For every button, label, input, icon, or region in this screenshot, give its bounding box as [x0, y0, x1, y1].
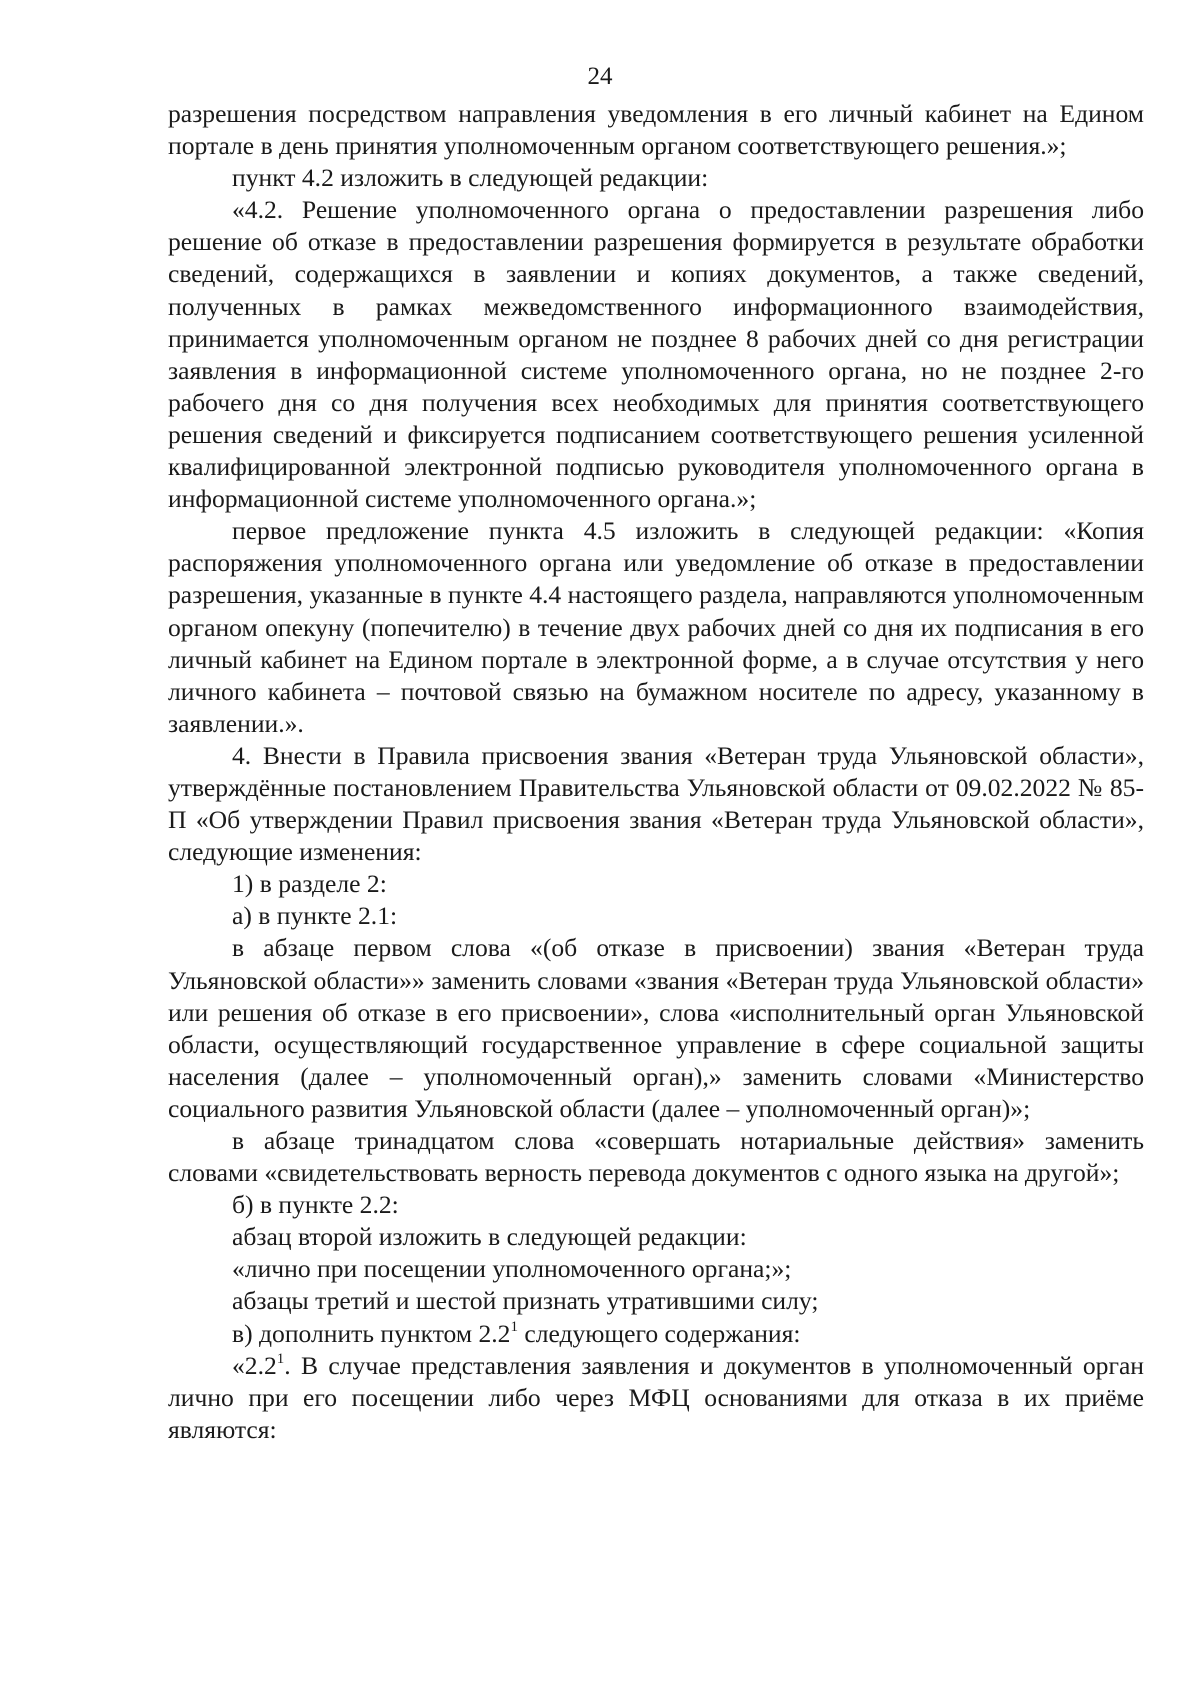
supplement-clause-text: в) дополнить пунктом 2.2: [232, 1318, 511, 1348]
paragraph: абзацы третий и шестой признать утратившими силу;: [232, 1286, 819, 1316]
supplement-clause-paragraph: [168, 1318, 1144, 1350]
paragraph: 4. Внести в Правила присвоения звания «Ветеран труда Ульяновской области», утверждённые постановлением Правительства Ульяновской области от 09.02.2022 № 85-П «Об утверждении Правил присвоения звания «Ветеран труда Ульяновской области», следующие изменения:: [168, 740, 1144, 867]
paragraph: абзац второй изложить в следующей редакции:: [232, 1222, 747, 1252]
paragraph: в абзаце первом слова «(об отказе в присвоении) звания «Ветеран труда Ульяновской области»» заменить словами «звания «Ветеран труда Ульяновской области» или решения об отказе в его присвоении», слова «исполнительный орган Ульяновской области, осуществляющий государственное управление в сфере социальной защиты населения (далее – уполномоченный орган),» заменить словами «Министерство социального развития Ульяновской области (далее – уполномоченный орган)»;: [168, 933, 1144, 1123]
superscript-index: 1: [510, 1318, 518, 1335]
paragraph: пункт 4.2 изложить в следующей редакции:: [232, 163, 709, 193]
paragraph: первое предложение пункта 4.5 изложить в следующей редакции: «Копия распоряжения уполномоченного органа или уведомление об отказе в предоставлении разрешения, указанные в пункте 4.4 настоящего раздела, направляются уполномоченным органом опекуну (попечителю) в течение двух рабочих дней со дня их подписания в его личный кабинет на Едином портале в электронной форме, а в случае отсутствия у него личного кабинета – почтовой связью на бумажном носителе по адресу, указанному в заявлении.».: [168, 516, 1144, 738]
paragraph: 1) в разделе 2:: [232, 869, 387, 899]
paragraph: б) в пункте 2.2:: [232, 1190, 399, 1220]
document-body: [168, 98, 1144, 1446]
page-number: 24: [587, 63, 613, 90]
paragraph: «4.2. Решение уполномоченного органа о предоставлении разрешения либо решение об отказе в предоставлении разрешения формируется в результате обработки сведений, содержащихся в заявлении и копиях документов, а также сведений, полученных в рамках межведомственного информационного взаимодействия, принимается уполномоченным органом не позднее 8 рабочих дней со дня регистрации заявления в информационной системе уполномоченного органа, но не позднее 2-го рабочего дня со дня получения всех необходимых для принятия соответствующего решения сведений и фиксируется подписанием соответствующего решения усиленной квалифицированной электронной подписью руководителя уполномоченного органа в информационной системе уполномоченного органа.»;: [168, 195, 1144, 514]
new-clause-text: «2.2: [232, 1350, 277, 1380]
superscript-index: 1: [276, 1350, 285, 1367]
new-clause-text: . В случае представления заявления и документов в уполномоченный орган лично при его посещении либо через МФЦ основаниями для отказа в их приёме являются:: [168, 1350, 1144, 1444]
new-clause-paragraph: [168, 1350, 1144, 1446]
paragraph: а) в пункте 2.1:: [232, 901, 398, 931]
supplement-clause-text: следующего содержания:: [517, 1318, 801, 1348]
paragraph: разрешения посредством направления уведомления в его личный кабинет на Едином портале в день принятия уполномоченным органом соответствующего решения.»;: [168, 99, 1144, 161]
paragraph: «лично при посещении уполномоченного органа;»;: [232, 1254, 792, 1284]
paragraph: в абзаце тринадцатом слова «совершать нотариальные действия» заменить словами «свидетельствовать верность перевода документов с одного языка на другой»;: [168, 1126, 1144, 1188]
